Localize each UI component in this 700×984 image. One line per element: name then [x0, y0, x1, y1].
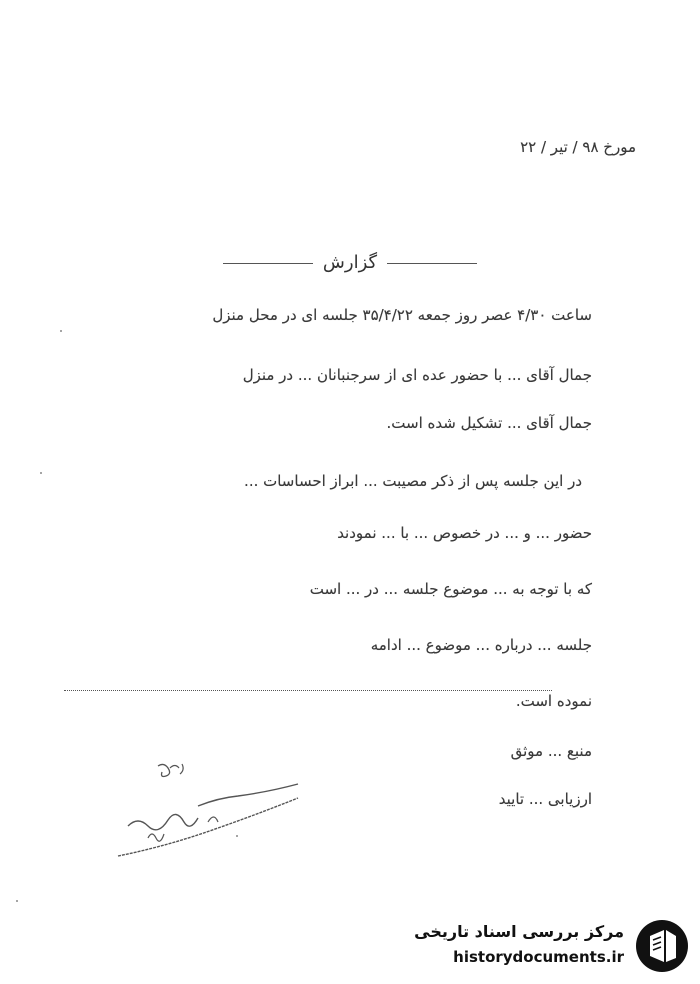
watermark-url-text: historydocuments.ir: [453, 948, 624, 966]
watermark-persian-text: مرکز بررسی اسناد تاریخی: [414, 922, 624, 941]
speck: [236, 835, 238, 837]
separator-rule: [64, 690, 552, 691]
title-text: گزارش: [322, 252, 378, 273]
speck: [40, 472, 42, 474]
evaluation-line: ارزیابی ... تایید: [498, 790, 592, 808]
body-line-5: حضور ... و ... در خصوص ... با ... نمودند: [337, 524, 592, 542]
date-line: مورخ ۹۸ / تیر / ۲۲: [520, 138, 636, 156]
body-line-7: جلسه ... درباره ... موضوع ... ادامه: [370, 636, 592, 654]
title-rule-right: [387, 263, 477, 264]
speck: [60, 330, 62, 332]
body-line-1: ساعت ۴/۳۰ عصر روز جمعه ۳۵/۴/۲۲ جلسه ای در محل منزل: [212, 306, 592, 324]
archive-logo-icon: [634, 918, 690, 974]
archive-watermark: [414, 918, 690, 974]
title-rule-left: [223, 263, 313, 264]
body-line-8: نموده است.: [515, 692, 592, 710]
speck: [16, 900, 18, 902]
body-line-4: در این جلسه پس از ذکر مصیبت ... ابراز احساسات ...: [244, 472, 582, 490]
handwritten-signature: [88, 756, 318, 876]
document-title: [0, 252, 700, 273]
body-line-6: که با توجه به ... موضوع جلسه ... در ... است: [309, 580, 592, 598]
source-line: منبع ... موثق: [510, 742, 592, 760]
body-line-3: جمال آقای ... تشکیل شده است.: [386, 414, 592, 432]
body-line-2: جمال آقای ... با حضور عده ای از سرجنبانان ... در منزل: [242, 366, 592, 384]
